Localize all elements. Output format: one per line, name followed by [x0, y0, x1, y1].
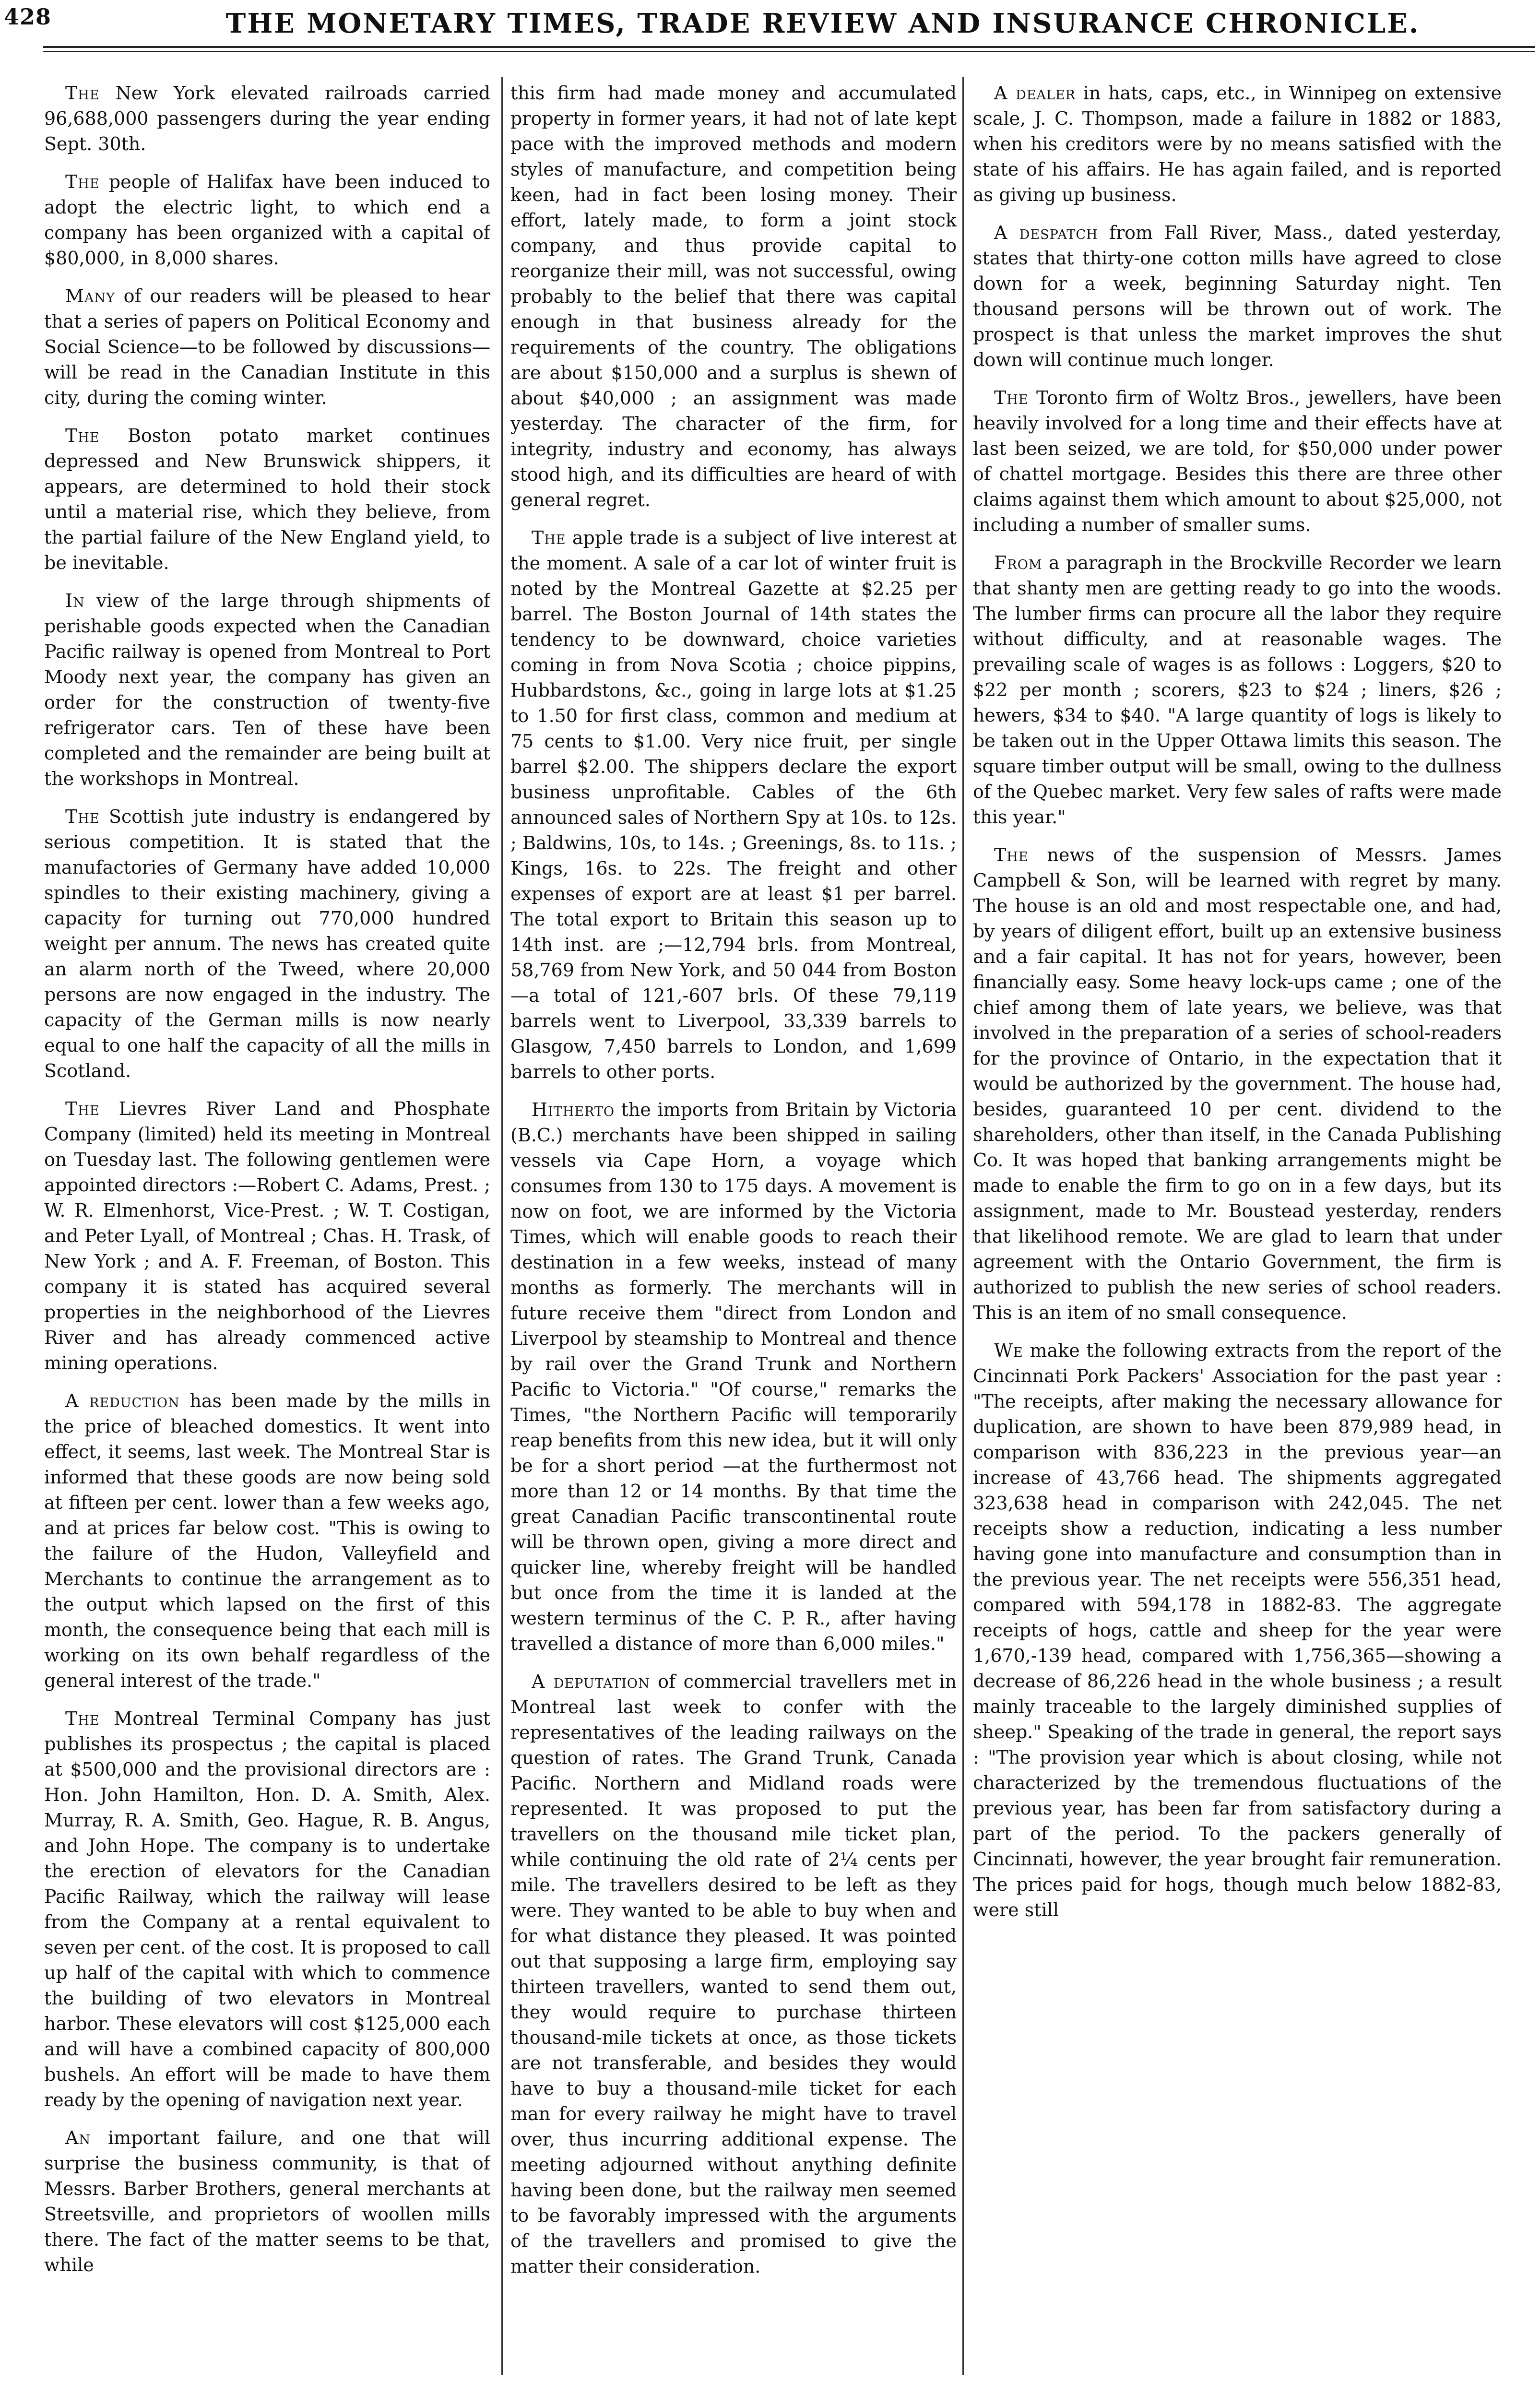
- item-text: important failure, and one that will surprise the business community, is that of Messrs. Barber Brothers, general merchants at Streetsville, and proprietors of woollen mills there. The fact of the matter seems to be that, while: [44, 2127, 490, 2276]
- news-item: [973, 81, 1502, 208]
- item-lead-word: A despatch: [994, 222, 1098, 243]
- item-lead-word: The: [65, 83, 100, 104]
- news-item: [510, 81, 957, 513]
- masthead-title: THE MONETARY TIMES, TRADE REVIEW AND INSURANCE CHRONICLE.: [225, 8, 1420, 39]
- news-item: [510, 1097, 957, 1657]
- news-item: [44, 81, 490, 157]
- column-divider: [962, 77, 964, 2375]
- news-item: [44, 804, 490, 1084]
- item-text: Scottish jute industry is endangered by serious competition. It is stated that the manufactories of Germany have added 10,000 spindles to their existing machinery, giving a capacity for turning out 770,000 hundred weight per annum. The news has created quite an alarm north of the Tweed, where 20,000 persons are now engaged in the industry. The capacity of the German mills is now nearly equal to one half the capacity of all the mills in Scotland.: [44, 806, 490, 1081]
- news-item: [973, 220, 1502, 373]
- column-3: [973, 81, 1502, 2374]
- header-rule: [43, 46, 1535, 52]
- item-lead-word: The: [65, 425, 100, 446]
- news-item: [510, 525, 957, 1085]
- item-text: from Fall River, Mass., dated yesterday, states that thirty-one cotton mills have agreed to close down for a week, beginning Saturday night. Ten thousand persons will be thrown out of work. The prospect is that unless the market improves the shut down will continue much longer.: [973, 222, 1502, 370]
- news-item: [973, 550, 1502, 830]
- item-lead-word: An: [65, 2127, 91, 2148]
- page-number: 428: [4, 4, 52, 30]
- item-text: New York elevated railroads carried 96,688,000 passengers during the year ending Sept. 30th.: [44, 83, 490, 154]
- news-item: [44, 588, 490, 792]
- item-lead-word: A reduction: [65, 1390, 180, 1411]
- item-text: Montreal Terminal Company has just publishes its prospectus ; the capital is placed at $500,000 and the provisional directors are : Hon. John Hamilton, Hon. D. A. Smith, Alex. Murray, R. A. Smith, Geo. Hague, R. B. Angus, and John Hope. The company is to undertake the erection of elevators for the Canadian Pacific Railway, which the railway will lease from the Company at a rental equivalent to seven per cent. of the cost. It is proposed to call up half of the capital with which to commence the building of two elevators in Montreal harbor. These elevators will cost $125,000 each and will have a combined capacity of 800,000 bushels. An effort will be made to have them ready by the opening of navigation next year.: [44, 1708, 490, 2110]
- item-text: make the following extracts from the report of the Cincinnati Pork Packers' Association for the past year : "The receipts, after making the necessary allowance for duplication, are shown to have been 879,989 head, in comparison with 836,223 in the previous year—an increase of 43,766 head. The shipments aggregated 323,638 head in comparison with 242,045. The net receipts show a reduction, indicating a less number having gone into manufacture and consumption than in the previous year. The net receipts were 556,351 head, compared with 594,178 in 1882-83. The aggregate receipts of hogs, cattle and sheep for the year were 1,670,-139 head, compared with 1,756,365—showing a decrease of 86,226 head in the whole business ; a result mainly traceable to the largely diminished supplies of sheep." Speaking of the trade in general, the report says : "The provision year which is about closing, while not characterized by the tremendous fluctuations of the previous year, has been far from satisfactory during a part of the period. To the packers generally of Cincinnati, however, the year brought fair remuneration. The prices paid for hogs, though much below 1882-83, were still: [973, 1340, 1502, 1921]
- item-lead-word: The: [532, 527, 566, 548]
- item-lead-word: The: [994, 844, 1029, 865]
- item-lead-word: Hitherto: [532, 1099, 615, 1120]
- item-text: of commercial travellers met in Montreal last week to confer with the representatives of the leading railways on the question of rates. The Grand Trunk, Canada Pacific. Northern and Midland roads were represented. It was proposed to put the travellers on the thousand mile ticket plan, while continuing the old rate of 2¼ cents per mile. The travellers desired to be left as they were. They wanted to be able to buy when and for what distance they pleased. It was pointed out that supposing a large firm, employing say thirteen travellers, wanted to send them out, they would require to purchase thirteen thousand-mile tickets at once, as those tickets are not transferable, and besides they would have to buy a thousand-mile ticket for each man for every railway he might have to travel over, thus incurring additional expense. The meeting adjourned without anything definite having been done, but the railway men seemed to be favorably impressed with the arguments of the travellers and promised to give the matter their consideration.: [510, 1671, 957, 2277]
- column-divider: [501, 77, 503, 2375]
- news-item: [44, 2125, 490, 2278]
- news-item: [44, 284, 490, 411]
- item-lead-word: A deputation: [532, 1671, 650, 1692]
- item-text: of our readers will be pleased to hear that a series of papers on Political Economy and Social Science—to be followed by discussions—will be read in the Canadian Institute in this city, during the coming winter.: [44, 285, 490, 408]
- item-text: Lievres River Land and Phosphate Company (limited) held its meeting in Montreal on Tuesday last. The following gentlemen were appointed directors :—Robert C. Adams, Prest. ; W. R. Elmenhorst, Vice-Prest. ; W. T. Costigan, and Peter Lyall, of Montreal ; Chas. H. Trask, of New York ; and A. F. Freeman, of Boston. This company it is stated has acquired several properties in the neighborhood of the Lievres River and has already commenced active mining operations.: [44, 1098, 490, 1374]
- item-lead-word: A dealer: [994, 83, 1076, 104]
- item-lead-word: From: [994, 552, 1042, 573]
- column-2: [510, 81, 957, 2374]
- news-item: [44, 1388, 490, 1694]
- item-lead-word: The: [65, 806, 100, 827]
- item-lead-word: In: [65, 590, 85, 611]
- item-text: news of the suspension of Messrs. James Campbell & Son, will be learned with regret by many. The house is an old and most respectable one, and had, by years of diligent effort, built up an extensive business and a fair capital. It has not for years, however, been financially easy. Some heavy lock-ups came ; one of the chief among them of late years, we believe, was that involved in the preparation of a series of school-readers for the province of Ontario, in the expectation that it would be authorized by the government. The house had, besides, guaranteed 10 per cent. dividend to the shareholders, other than itself, in the Canada Publishing Co. It was hoped that banking arrangements might be made to enable the firm to go on in a few days, but its assignment, made to Mr. Boustead yesterday, renders that likelihood remote. We are glad to learn that under agreement with the Ontario Government, the firm is authorized to publish the new series of school readers. This is an item of no small consequence.: [973, 844, 1502, 1323]
- news-item: [510, 1669, 957, 2279]
- item-lead-word: The: [65, 171, 100, 192]
- news-item: [973, 842, 1502, 1326]
- item-text: people of Halifax have been induced to adopt the electric light, to which end a company has been organized with a capital of $80,000, in 8,000 shares.: [44, 171, 490, 269]
- item-text: a paragraph in the Brockville Recorder we learn that shanty men are getting ready to go into the woods. The lumber firms can procure all the labor they require without difficulty, and at reasonable wages. The prevailing scale of wages is as follows : Loggers, $20 to $22 per month ; scorers, $23 to $24 ; liners, $26 ; hewers, $34 to $40. "A large quantity of logs is likely to be taken out in the Upper Ottawa limits this season. The square timber output will be small, owing to the dullness of the Quebec market. Very few sales of rafts were made this year.": [973, 552, 1502, 828]
- item-lead-word: The: [65, 1708, 100, 1729]
- item-text: Toronto firm of Woltz Bros., jewellers, have been heavily involved for a long time and their effects have at last been seized, we are told, for $50,000 under power of chattel mortgage. Besides this there are three other claims against them which amount to about $25,000, not including a number of smaller sums.: [973, 387, 1502, 535]
- item-lead-word: The: [994, 387, 1029, 408]
- item-text: view of the large through shipments of perishable goods expected when the Canadian Pacific railway is opened from Montreal to Port Moody next year, the company has given an order for the construction of twenty-five refrigerator cars. Ten of these have been completed and the remainder are being built at the workshops in Montreal.: [44, 590, 490, 789]
- item-text: this firm had made money and accumulated property in former years, it had not of late kept pace with the improved methods and modern styles of manufacture, and competition being keen, had in fact been losing money. Their effort, lately made, to form a joint stock company, and thus provide capital to reorganize their mill, was not successful, owing probably to the belief that there was capital enough in that business already for the requirements of the country. The obligations are about $150,000 and a surplus is shewn of about $40,000 ; an assignment was made yesterday. The character of the firm, for integrity, industry and economy, has always stood high, and its difficulties are heard of with general regret.: [510, 83, 957, 510]
- item-text: Boston potato market continues depressed and New Brunswick shippers, it appears, are determined to hold their stock until a material rise, which they believe, from the partial failure of the New England yield, to be inevitable.: [44, 425, 490, 573]
- item-lead-word: We: [994, 1340, 1023, 1361]
- news-item: [973, 385, 1502, 538]
- item-text: in hats, caps, etc., in Winnipeg on extensive scale, J. C. Thompson, made a failure in 1882 or 1883, when his creditors were by no means satisfied with the state of his affairs. He has again failed, and is reported as giving up business.: [973, 83, 1502, 205]
- item-text: the imports from Britain by Victoria (B.C.) merchants have been shipped in sailing vessels via Cape Horn, a voyage which consumes from 130 to 175 days. A movement is now on foot, we are informed by the Victoria Times, which will enable goods to reach their destination in a few weeks, instead of many months as formerly. The merchants will in future receive them "direct from London and Liverpool by steamship to Montreal and thence by rail over the Grand Trunk and Northern Pacific to Victoria." "Of course," remarks the Times, "the Northern Pacific will temporarily reap benefits from this new idea, but it will only be for a short period —at the furthermost not more than 12 or 14 months. By that time the great Canadian Pacific transcontinental route will be thrown open, giving a more direct and quicker line, whereby freight will be handled but once from the time it is landed at the western terminus of the C. P. R., after having travelled a distance of more than 6,000 miles.": [510, 1099, 957, 1654]
- item-text: apple trade is a subject of live interest at the moment. A sale of a car lot of winter fruit is noted by the Montreal Gazette at $2.25 per barrel. The Boston Journal of 14th states the tendency to be downward, choice varieties coming in from Nova Scotia ; choice pippins, Hubbardstons, &c., going in large lots at $1.25 to 1.50 for first class, common and medium at 75 cents to $1.00. Very nice fruit, per single barrel $2.00. The shippers declare the export business unprofitable. Cables of the 6th announced sales of Northern Spy at 10s. to 12s. ; Baldwins, 10s, to 14s. ; Greenings, 8s. to 11s. ; Kings, 16s. to 22s. The freight and other expenses of export are at least $1 per barrel. The total export to Britain this season up to 14th inst. are ;—12,794 brls. from Montreal, 58,769 from New York, and 50 044 from Boston—a total of 121,-607 brls. Of these 79,119 barrels went to Liverpool, 33,339 barrels to Glasgow, 7,450 barrels to London, and 1,699 barrels to other ports.: [510, 527, 957, 1082]
- item-lead-word: Many: [65, 285, 115, 307]
- column-1: [44, 81, 490, 2374]
- news-item: [44, 169, 490, 271]
- news-item: [44, 1706, 490, 2113]
- news-item: [973, 1338, 1502, 1923]
- news-item: [44, 1096, 490, 1376]
- item-lead-word: The: [65, 1098, 100, 1119]
- item-text: has been made by the mills in the price of bleached domestics. It went into effect, it seems, last week. The Montreal Star is informed that these goods are now being sold at fifteen per cent. lower than a few weeks ago, and at prices far below cost. "This is owing to the failure of the Hudon, Valleyfield and Merchants to continue the arrangement as to the output which lapsed on the first of this month, the consequence being that each mill is working on its own behalf regardless of the general interest of the trade.": [44, 1390, 490, 1691]
- news-item: [44, 423, 490, 576]
